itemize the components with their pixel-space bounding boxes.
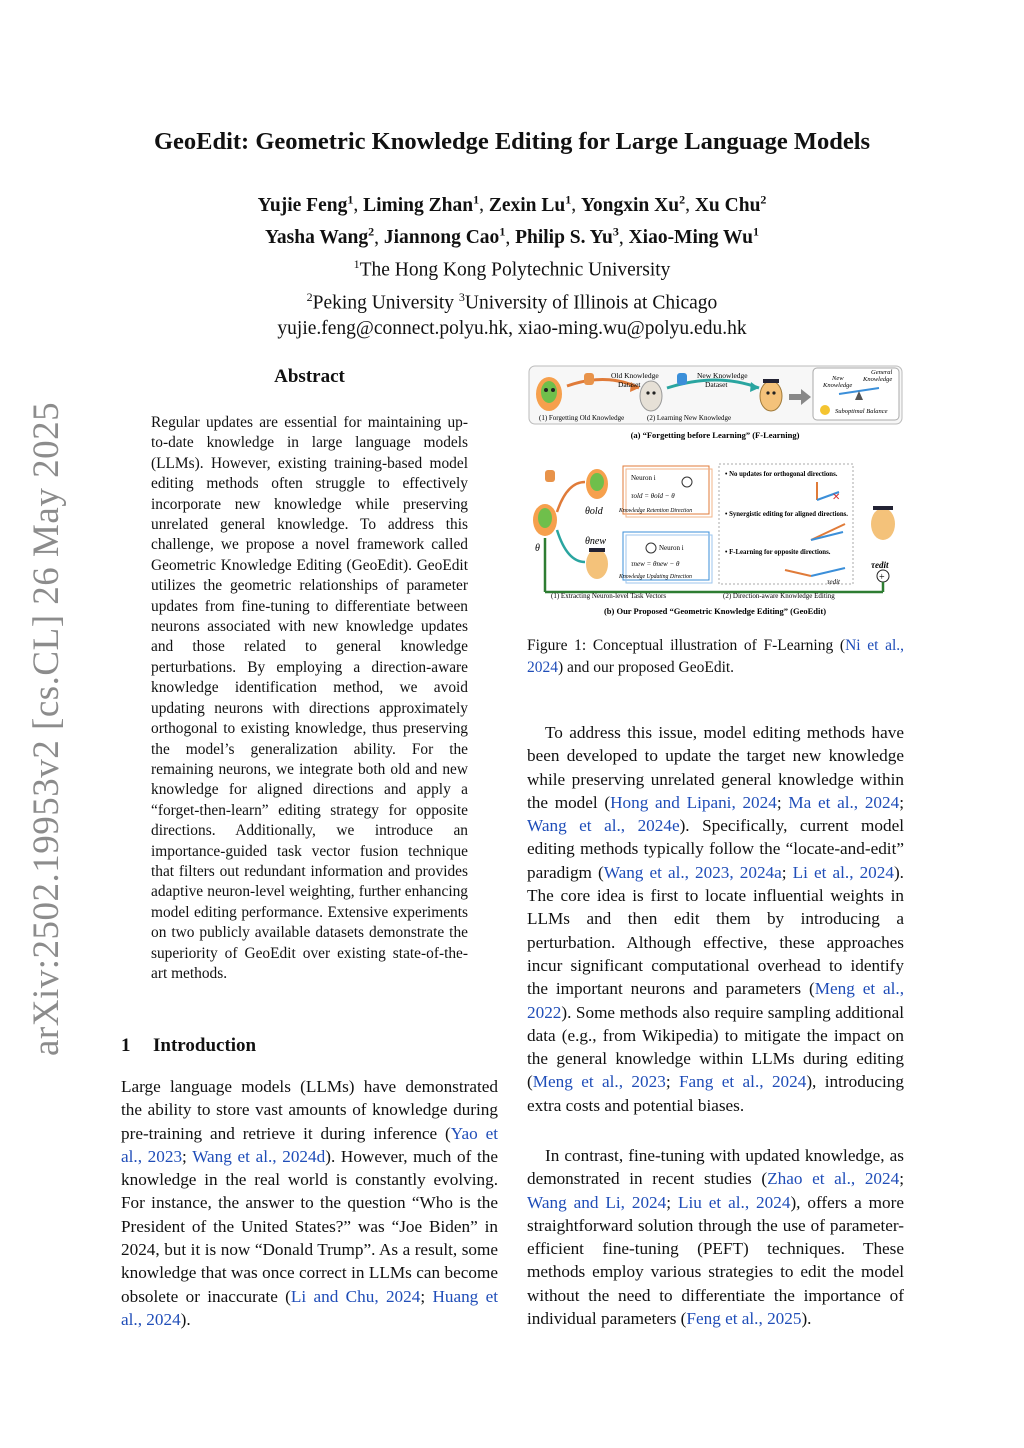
figure-1-diagram (527, 364, 904, 624)
affiliation-2: $^2$Peking University $^3$University of Illinois at Chicago (306, 289, 718, 313)
svg-text:+: + (879, 572, 885, 583)
llama-icon-edited (871, 506, 895, 540)
step-b2-label: (2) Direction-aware Knowledge Editing (723, 592, 835, 600)
theta-new-label: θnew (585, 536, 607, 547)
theta-old-label: θold (585, 506, 603, 517)
suboptimal-label: Suboptimal Balance (835, 408, 888, 415)
abstract-text: Regular updates are essential for maintaining up-to-date knowledge in large language models (LLMs). However, existing training-based model editing methods often struggle to effectively incorporate new knowledge while preserving unrelated general knowledge. To address this challenge, we propose a novel framework called Geometric Knowledge Editing (GeoEdit). GeoEdit utilizes the geometric relationships of parameter updates from fine-tuning to differentiate between neurons associated with new knowledge updates and those related to general knowledge perturbations. By employing a direction-aware knowledge identification method, we avoid updating neurons with directions approximately orthogonal to existing knowledge, thus preserving the model’s generalization ability. For the remaining neurons, we integrate both old and new knowledge for aligned directions and apply a “forget-then-learn” editing strategy for opposite directions. Additionally, we introduce an importance-guided task vector fusion technique that filters out redundant information and provides adaptive neuron-level weighting, further enhancing model editing performance. Extensive experiments on two publicly available datasets demonstrate the superiority of GeoEdit over existing state-of-the-art methods. (151, 414, 468, 982)
paper-title: GeoEdit: Geometric Knowledge Editing for Large Language Models (153, 128, 871, 155)
svg-text:GeneralKnowledge: General Knowledge (863, 369, 893, 383)
figure-1 (527, 364, 904, 624)
retention-label: Knowledge Retention Direction (619, 508, 693, 514)
author: Philip S. Yu$^3$ (515, 224, 619, 248)
rule-3: • F-Learning for opposite directions. (725, 549, 831, 556)
citation-link[interactable]: Hong and Lipani, 2024 (610, 792, 777, 812)
intro-paragraph-3: In contrast, fine-tuning with updated knowledge, as demonstrated in recent studies (Zhao et al., 2024; Wang and Li, 2024; Liu et al., 2024), offers a more straightforward solution through the use of parameter-efficient fine-tuning (PEFT) techniques. These methods employ various strategies to edit the model without the need to differentiate the importance of individual parameters (Feng et al., 2025). (527, 1146, 904, 1329)
tau-edit-small: τedit (827, 578, 841, 586)
author: Yujie Feng$^1$ (257, 192, 354, 216)
llama-icon-old (586, 469, 608, 499)
caption-a: (a) “Forgetting before Learning” (F-Learning) (630, 430, 800, 440)
sad-face-icon (820, 405, 830, 415)
citation-link[interactable]: Fang et al., 2024 (678, 1072, 807, 1092)
citation-link[interactable]: Ni et al., 2024 (527, 637, 905, 676)
database-icon-orange (584, 373, 594, 385)
citation-link[interactable]: Meng et al., 2023 (532, 1072, 666, 1092)
llama-icon-colorful (536, 377, 562, 411)
llama-icon-plain (640, 381, 662, 411)
author-line-2: Yasha Wang$^2$, Jiannong Cao$^1$, Philip S. Yu$^3$, Xiao-Ming Wu$^1$ (264, 224, 759, 248)
updating-label: Knowledge Updating Direction (619, 574, 692, 580)
step2-label: (2) Learning New Knowledge (647, 414, 732, 422)
affiliation-1: $^1$The Hong Kong Polytechnic University (353, 257, 671, 281)
author: Jiannong Cao$^1$ (383, 224, 506, 248)
arxiv-stamp: arXiv:2502.19953v2 [cs.CL] 26 May 2025 (26, 401, 67, 1056)
citation-link[interactable]: Huang et al., 2024 (121, 1286, 498, 1329)
citation-link[interactable]: Wang et al., 2024e (527, 816, 680, 836)
neuron-label-old: Neuron i (631, 474, 656, 482)
citation-link[interactable]: Liu et al., 2024 (677, 1192, 791, 1212)
neuron-card-new (623, 532, 709, 580)
author: Xiao-Ming Wu$^1$ (628, 224, 759, 248)
database-icon-orange-b (545, 470, 555, 482)
citation-link[interactable]: Li et al., 2024 (792, 862, 894, 882)
step1-label: (1) Forgetting Old Knowledge (539, 414, 625, 422)
tau-old-label: τold = θold − θ (631, 492, 675, 500)
author: Yasha Wang$^2$ (264, 224, 375, 248)
citation-link[interactable]: Yao et al., 2023 (121, 1123, 498, 1166)
author: Liming Zhan$^1$ (363, 192, 480, 216)
tau-new-label: τnew = θnew − θ (631, 560, 680, 568)
figure-caption: Figure 1: Conceptual illustration of F-Learning (Ni et al., 2024) and our proposed GeoEdit. (527, 637, 905, 676)
author-line-1: Yujie Feng$^1$, Liming Zhan$^1$, Zexin Lu$^1$, Yongxin Xu$^2$, Xu Chu$^2$ (257, 192, 767, 216)
editing-rules-box (719, 464, 853, 584)
author-emails: yujie.feng@connect.polyu.hk, xiao-ming.wu@polyu.edu.hk (277, 318, 747, 339)
rule-1: • No updates for orthogonal directions. (725, 471, 838, 478)
intro-paragraph-2: To address this issue, model editing methods have been developed to update the target new knowledge while preserving unrelated general knowledge within the model (Hong and Lipani, 2024; Ma et al., 2024; Wang et al., 2024e). Specifically, current model editing methods typically follow the “locate-and-edit” paradigm (Wang et al., 2023, 2024a; Li et al., 2024). The core idea is first to locate influential weights in LLMs and then edit them by introducing a perturbation. Although effective, these approaches incur significant computational overhead to identify the important neurons and parameters (Meng et al., 2022). Some methods also require sampling additional data (e.g., from Wikipedia) to mitigate the impact on the general knowledge within LLMs during editing (Meng et al., 2023; Fang et al., 2024), introducing extra costs and potential biases. (527, 723, 904, 1115)
theta-label: θ (535, 543, 540, 554)
section-heading-introduction: 1 Introduction (121, 1035, 257, 1056)
intro-paragraph-1: Large language models (LLMs) have demonstrated the ability to store vast amounts of knowledge during pre-training and retrieve it during inference (Yao et al., 2023; Wang et al., 2024d). However, much of the knowledge in the real world is constantly evolving. For instance, the answer to the question “Who is the President of the United States?” was “Joe Biden” in 2024, but it is now “Donald Trump”. As a result, some knowledge that was once correct in LLMs can become obsolete or inaccurate (Li and Chu, 2024; Huang et al., 2024). (121, 1077, 499, 1329)
citation-link[interactable]: Li and Chu, 2024 (290, 1286, 421, 1306)
new-dataset-label: New Knowledge Dataset (697, 371, 748, 389)
citation-link[interactable]: Ma et al., 2024 (788, 792, 900, 812)
svg-text:NewKnowledge: New Knowledge (823, 375, 853, 389)
abstract-heading: Abstract (274, 366, 345, 387)
tau-edit-label: τedit (871, 560, 889, 570)
database-icon-blue (677, 373, 687, 385)
author: Xu Chu$^2$ (694, 192, 767, 216)
citation-link[interactable]: Feng et al., 2025 (686, 1309, 802, 1329)
llama-icon-base (533, 504, 557, 536)
llama-icon-new (586, 548, 608, 579)
neuron-label-new: Neuron i (659, 544, 684, 552)
caption-b: (b) Our Proposed “Geometric Knowledge Editing” (GeoEdit) (603, 606, 827, 616)
citation-link[interactable]: Wang et al., 2024d (192, 1146, 326, 1166)
author-block (0, 186, 1024, 342)
author: Yongxin Xu$^2$ (581, 192, 686, 216)
citation-link[interactable]: Zhao et al., 2024 (767, 1169, 900, 1189)
author: Zexin Lu$^1$ (488, 192, 572, 216)
citation-link[interactable]: Wang et al., 2023, 2024a (603, 862, 782, 882)
citation-link[interactable]: Wang and Li, 2024 (527, 1192, 667, 1212)
step-b1-label: (1) Extracting Neuron-level Task Vectors (551, 592, 667, 600)
rule-2: • Synergistic editing for aligned directions. (725, 511, 848, 518)
cross-icon: ✕ (832, 492, 841, 503)
citation-link[interactable]: Meng et al., 2022 (527, 979, 904, 1022)
old-dataset-label: Old Knowledge Dataset (611, 371, 659, 389)
